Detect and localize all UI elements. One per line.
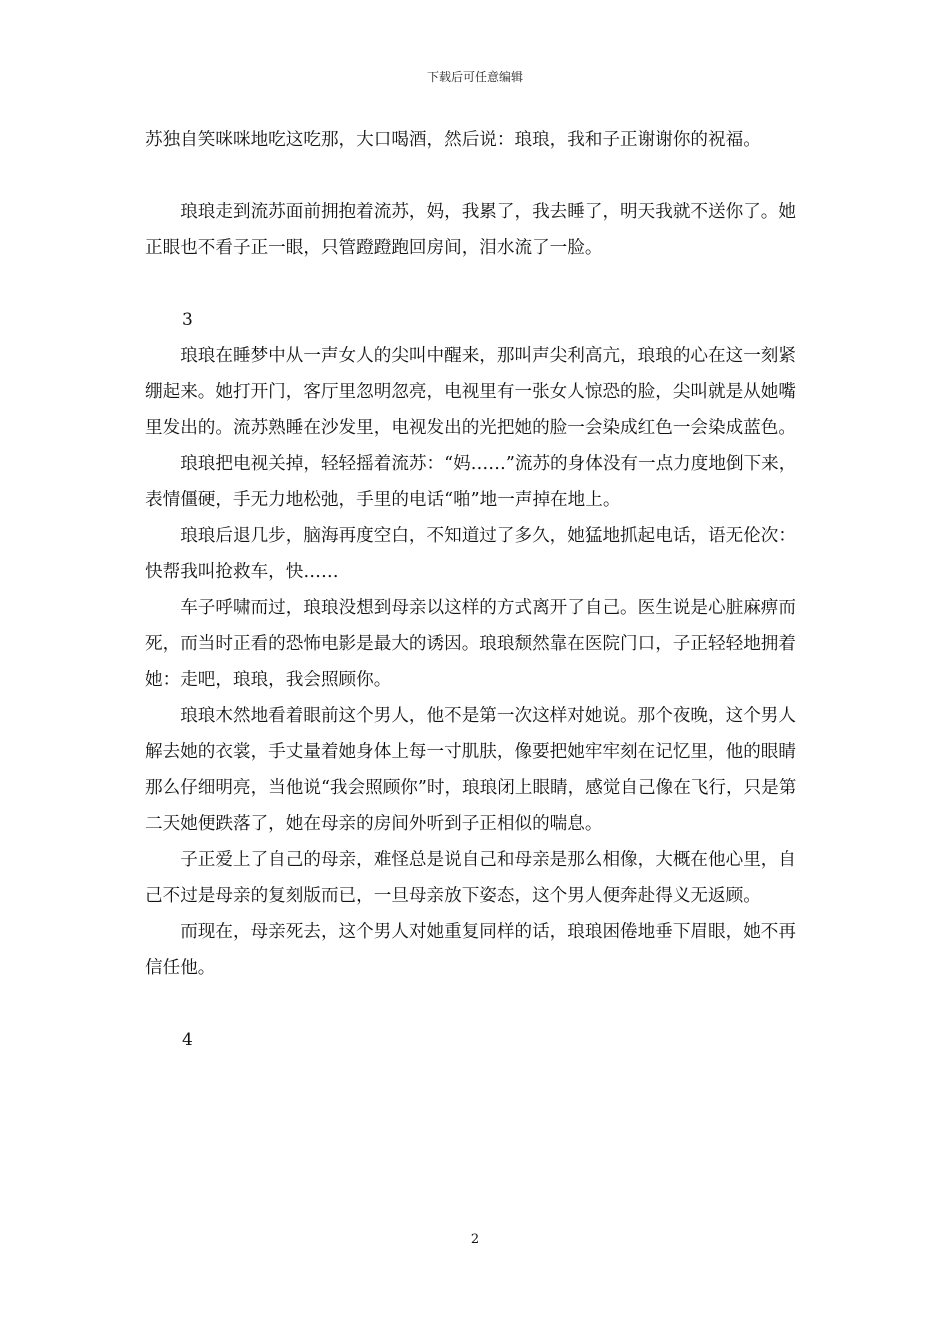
paragraph: 琅琅走到流苏面前拥抱着流苏，妈，我累了，我去睡了，明天我就不送你了。她正眼也不看子正一眼，只管蹬蹬跑回房间，泪水流了一脸。 [145, 202, 796, 258]
paragraph: 车子呼啸而过，琅琅没想到母亲以这样的方式离开了自己。医生说是心脏麻痹而死，而当时正看的恐怖电影是最大的诱因。琅琅颓然靠在医院门口，子正轻轻地拥着她：走吧，琅琅，我会照顾你。 [145, 598, 796, 690]
paragraph: 子正爱上了自己的母亲，难怪总是说自己和母亲是那么相像，大概在他心里，自己不过是母亲的复刻版而已，一旦母亲放下姿态，这个男人便奔赴得义无返顾。 [145, 850, 796, 906]
paragraph: 琅琅木然地看着眼前这个男人，他不是第一次这样对她说。那个夜晚，这个男人解去她的衣裳，手丈量着她身体上每一寸肌肤，像要把她牢牢刻在记忆里，他的眼睛那么仔细明亮，当他说“我会照顾你”时，琅琅闭上眼睛，感觉自己像在飞行，只是第二天她便跌落了，她在母亲的房间外听到子正相似的喘息。 [145, 706, 797, 834]
paragraph: 琅琅把电视关掉，轻轻摇着流苏：“妈……”流苏的身体没有一点力度地倒下来，表情僵硬，手无力地松弛，手里的电话“啪”地一声掉在地上。 [145, 454, 797, 510]
page-header: 下载后可任意编辑 [426, 70, 523, 84]
section-number: 4 [182, 1030, 193, 1050]
paragraph: 琅琅在睡梦中从一声女人的尖叫中醒来，那叫声尖利高亢，琅琅的心在这一刻紧绷起来。她打开门，客厅里忽明忽亮，电视里有一张女人惊恐的脸，尖叫就是从她嘴里发出的。流苏熟睡在沙发里，电视发出的光把她的脸一会染成红色一会染成蓝色。 [145, 346, 796, 438]
paragraph: 琅琅后退几步，脑海再度空白，不知道过了多久，她猛地抓起电话，语无伦次：快帮我叫抢救车，快…… [145, 526, 796, 582]
document-body [145, 122, 810, 1058]
page-number: 2 [470, 1232, 480, 1247]
paragraph: 苏独自笑咪咪地吃这吃那，大口喝酒，然后说：琅琅，我和子正谢谢你的祝福。 [145, 130, 761, 150]
section-number: 3 [182, 310, 193, 330]
paragraph: 而现在，母亲死去，这个男人对她重复同样的话，琅琅困倦地垂下眉眼，她不再信任他。 [145, 922, 796, 978]
